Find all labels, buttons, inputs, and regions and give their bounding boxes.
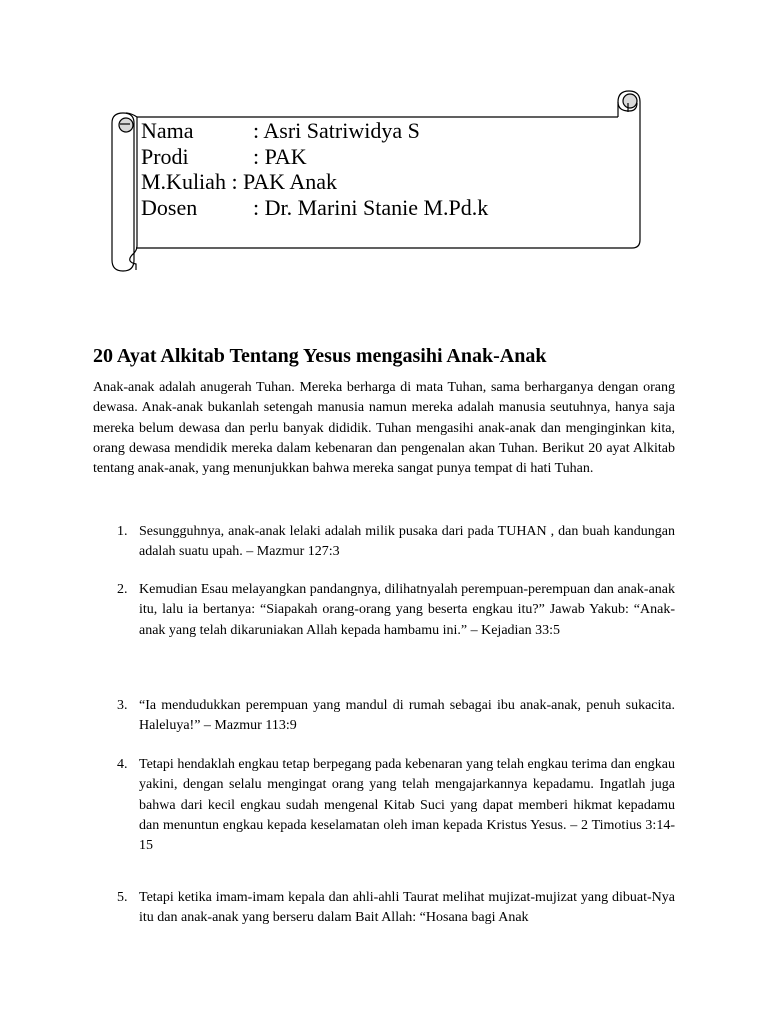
header-row-prodi xyxy=(141,144,337,170)
header-label: Prodi xyxy=(141,143,189,169)
verse-number: 5. xyxy=(117,890,128,905)
verse-number: 1. xyxy=(117,524,128,539)
verse-text: Tetapi hendaklah engkau tetap berpegang pada kebenaran yang telah engkau terima dan engkau yakini, dengan selalu mengingat orang yang telah mengajarkannya kepadamu. Ingatlah juga bahwa dari kecil engkau sudah mengenal Kitab Suci yang dapat memberi hikmat kepadamu dan menuntun engkau kepada keselamatan oleh iman kepada Kristus Yesus. – 2 Timotius 3:14-15 xyxy=(139,757,675,854)
scroll-banner xyxy=(0,0,768,300)
header-value: : Dr. Marini Stanie M.Pd.k xyxy=(253,194,489,220)
verse-text: Sesungguhnya, anak-anak lelaki adalah milik pusaka dari pada TUHAN , dan buah kandungan adalah suatu upah. – Mazmur 127:3 xyxy=(139,524,675,560)
verse-text: “Ia mendudukkan perempuan yang mandul di rumah sebagai ibu anak-anak, penuh sukacita. Haleluya!” – Mazmur 113:9 xyxy=(139,698,675,734)
verse-number: 3. xyxy=(117,698,128,713)
header-row-mata-kuliah xyxy=(141,169,337,195)
verse-number: 2. xyxy=(117,582,128,597)
verse-text: Kemudian Esau melayangkan pandangnya, dilihatnyalah perempuan-perempuan dan anak-anak itu, lalu ia bertanya: “Siapakah orang-orang yang beserta engkau itu?” Jawab Yakub: “Anak-anak yang telah dikaruniakan Allah kepada hambamu ini.” – Kejadian 33:5 xyxy=(139,582,675,638)
header-label: M.Kuliah : PAK Anak xyxy=(141,169,337,194)
header-value: : PAK xyxy=(253,143,307,169)
header-info xyxy=(141,118,489,220)
header-label: Dosen xyxy=(141,194,198,220)
header-label: Nama xyxy=(141,118,194,143)
verse-text: Tetapi ketika imam-imam kepala dan ahli-ahli Taurat melihat mujizat-mujizat yang dibuat-Nya itu dan anak-anak yang berseru dalam Bait Allah: “Hosana bagi Anak xyxy=(139,890,675,926)
header-value: : Asri Satriwidya S xyxy=(253,118,420,143)
header-row-dosen xyxy=(141,194,489,221)
intro-paragraph: Anak-anak adalah anugerah Tuhan. Mereka berharga di mata Tuhan, sama berharganya dengan orang dewasa. Anak-anak bukanlah setengah manusia namun mereka adalah manusia seutuhnya, hanya saja mereka belum dewasa dan perlu banyak dididik. Tuhan mengasihi anak-anak dan menginginkan kita, orang dewasa mendidik mereka dalam kebenaran dan pengenalan akan Tuhan. Berikut 20 ayat Alkitab tentang anak-anak, yang menunjukkan bahwa mereka sangat punya tempat di hati Tuhan. xyxy=(93,380,675,477)
document-title: 20 Ayat Alkitab Tentang Yesus mengasihi Anak-Anak xyxy=(93,345,547,367)
verse-number: 4. xyxy=(117,757,128,772)
header-row-nama xyxy=(141,118,420,144)
